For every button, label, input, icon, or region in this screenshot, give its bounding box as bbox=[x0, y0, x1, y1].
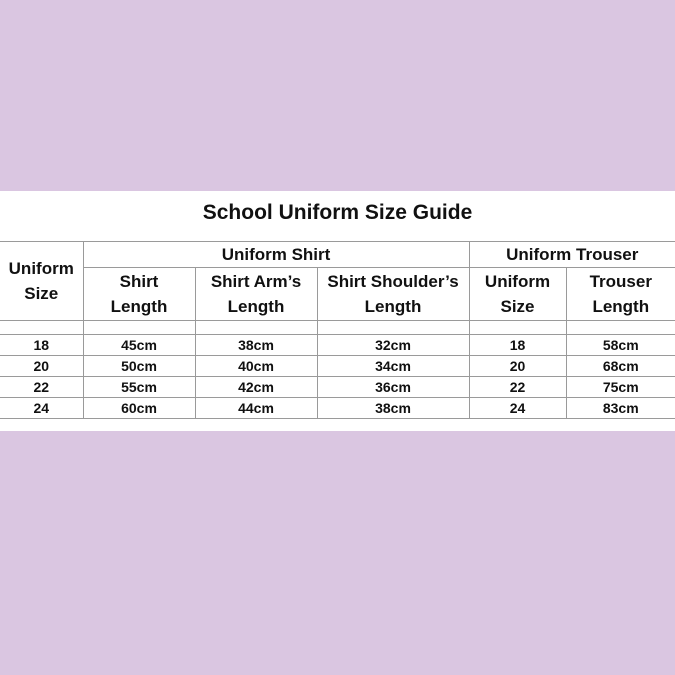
shirt-arm-length-cell: 38cm bbox=[195, 335, 317, 356]
shirt-length-header-line-1: Shirt bbox=[119, 272, 159, 291]
empty-cell bbox=[0, 321, 83, 335]
shirt-arm-length-cell: 40cm bbox=[195, 356, 317, 377]
shirt-shoulder-length-header-line-1: Shirt Shoulder’s bbox=[327, 272, 459, 291]
trouser-length-header bbox=[566, 268, 675, 321]
table-row bbox=[0, 356, 675, 377]
uniform-size-header bbox=[0, 242, 83, 321]
empty-cell bbox=[469, 321, 566, 335]
table-row bbox=[0, 398, 675, 419]
empty-cell bbox=[83, 321, 195, 335]
shirt-shoulder-length-cell: 32cm bbox=[317, 335, 469, 356]
trouser-length-cell: 83cm bbox=[566, 398, 675, 419]
trouser-uniform-size-header bbox=[469, 268, 566, 321]
uniform-size-header-line-2: Size bbox=[24, 284, 59, 303]
empty-cell bbox=[195, 321, 317, 335]
trouser-length-cell: 58cm bbox=[566, 335, 675, 356]
uniform-size-cell: 24 bbox=[0, 398, 83, 419]
trouser-length-cell: 68cm bbox=[566, 356, 675, 377]
group-header-row bbox=[0, 242, 675, 268]
empty-cell bbox=[566, 321, 675, 335]
shirt-shoulder-length-header-line-2: Length bbox=[364, 297, 422, 316]
shirt-shoulder-length-cell: 38cm bbox=[317, 398, 469, 419]
table-row bbox=[0, 377, 675, 398]
trouser-length-header-line-2: Length bbox=[592, 297, 650, 316]
size-guide-card bbox=[0, 191, 675, 431]
uniform-shirt-group-header: Uniform Shirt bbox=[83, 242, 469, 268]
shirt-arm-length-header bbox=[195, 268, 317, 321]
uniform-size-header-line-1: Uniform bbox=[8, 259, 74, 278]
trouser-length-cell: 75cm bbox=[566, 377, 675, 398]
trouser-uniform-size-header-line-2: Size bbox=[500, 297, 535, 316]
trouser-uniform-size-cell: 18 bbox=[469, 335, 566, 356]
shirt-shoulder-length-header bbox=[317, 268, 469, 321]
size-guide-table bbox=[0, 241, 675, 419]
trouser-length-header-line-1: Trouser bbox=[589, 272, 652, 291]
trouser-uniform-size-header-line-1: Uniform bbox=[484, 272, 551, 291]
uniform-trouser-group-header: Uniform Trouser bbox=[469, 242, 675, 268]
shirt-length-cell: 60cm bbox=[83, 398, 195, 419]
shirt-length-header-line-2: Length bbox=[110, 297, 168, 316]
uniform-size-cell: 20 bbox=[0, 356, 83, 377]
trouser-uniform-size-cell: 22 bbox=[469, 377, 566, 398]
column-header-row bbox=[0, 268, 675, 321]
empty-cell bbox=[317, 321, 469, 335]
shirt-length-cell: 55cm bbox=[83, 377, 195, 398]
uniform-size-cell: 22 bbox=[0, 377, 83, 398]
shirt-length-cell: 50cm bbox=[83, 356, 195, 377]
shirt-shoulder-length-cell: 34cm bbox=[317, 356, 469, 377]
shirt-shoulder-length-cell: 36cm bbox=[317, 377, 469, 398]
shirt-length-cell: 45cm bbox=[83, 335, 195, 356]
trouser-uniform-size-cell: 20 bbox=[469, 356, 566, 377]
shirt-arm-length-header-line-1: Shirt Arm’s bbox=[210, 272, 302, 291]
trouser-uniform-size-cell: 24 bbox=[469, 398, 566, 419]
empty-row bbox=[0, 321, 675, 335]
table-row bbox=[0, 335, 675, 356]
shirt-arm-length-header-line-2: Length bbox=[227, 297, 285, 316]
uniform-size-cell: 18 bbox=[0, 335, 83, 356]
shirt-arm-length-cell: 44cm bbox=[195, 398, 317, 419]
page-title: School Uniform Size Guide bbox=[202, 201, 473, 224]
shirt-arm-length-cell: 42cm bbox=[195, 377, 317, 398]
shirt-length-header bbox=[83, 268, 195, 321]
